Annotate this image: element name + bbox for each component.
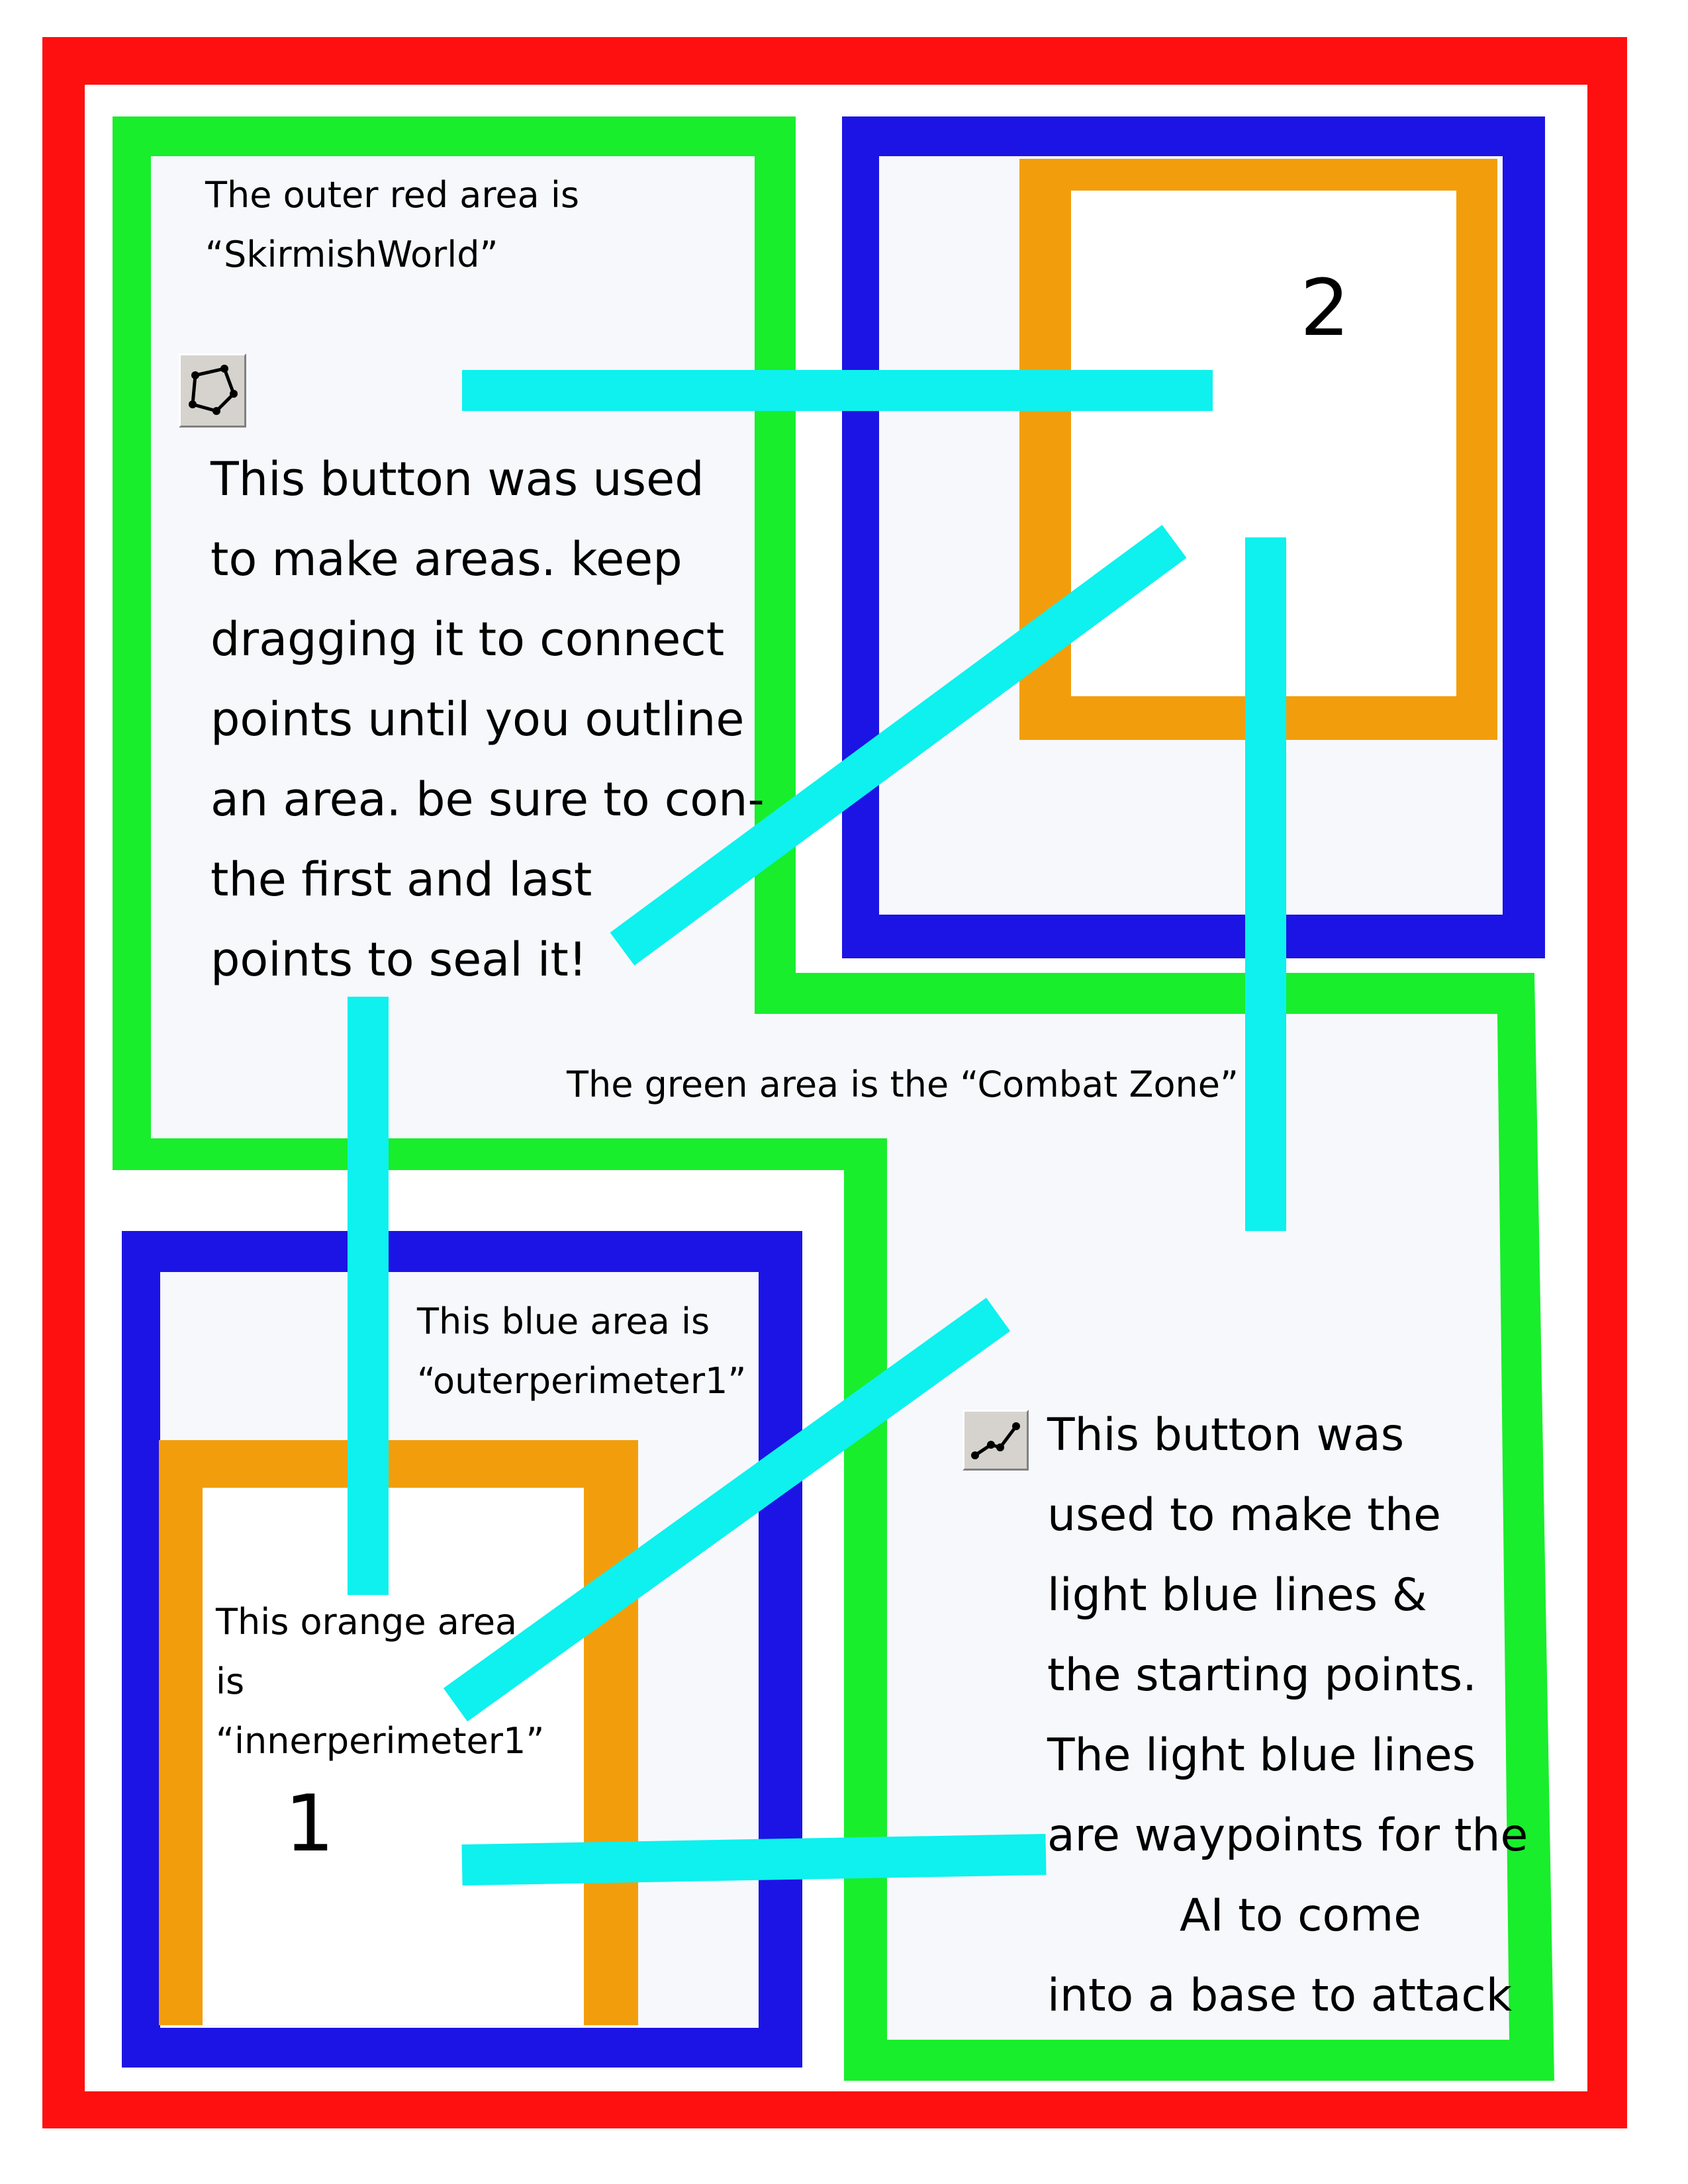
- inner-perimeter-label: [216, 1592, 544, 1771]
- base-2-number: 2: [1300, 262, 1350, 353]
- text-line: This blue area is: [417, 1300, 710, 1342]
- text-line: an area. be sure to con-: [211, 772, 765, 827]
- text-line: The outer red area is: [205, 174, 580, 216]
- text-line: is: [216, 1661, 245, 1702]
- combat-zone-label: The green area is the “Combat Zone”: [567, 1064, 1239, 1105]
- text-line: “innerperimeter1”: [216, 1720, 545, 1762]
- waypoint-line: [462, 1854, 1046, 1865]
- text-line: the first and last: [211, 852, 592, 907]
- text-line: into a base to attack: [1047, 1970, 1513, 2022]
- text-line: light blue lines &: [1047, 1569, 1427, 1621]
- text-line: points to seal it!: [211, 933, 587, 987]
- text-line: “outerperimeter1”: [417, 1360, 747, 1402]
- text-line: The light blue lines: [1047, 1729, 1476, 1782]
- base-1-number: 1: [285, 1778, 335, 1869]
- polygon-area-tool-button[interactable]: [179, 353, 246, 428]
- text-line: This button was: [1047, 1409, 1405, 1461]
- text-line: are waypoints for the: [1047, 1809, 1528, 1862]
- text-line: “SkirmishWorld”: [205, 234, 498, 275]
- polyline-tool-button[interactable]: [962, 1410, 1029, 1471]
- polygon-area-tool-icon: [181, 355, 244, 426]
- skirmish-world-label: [205, 165, 579, 285]
- text-line: used to make the: [1047, 1489, 1441, 1541]
- text-line: points until you outline: [211, 692, 745, 747]
- area-button-description: [211, 439, 765, 1000]
- text-line: the starting points.: [1047, 1649, 1477, 1702]
- text-line: AI to come: [1180, 1889, 1422, 1942]
- polyline-tool-icon: [964, 1412, 1027, 1469]
- text-line: dragging it to connect: [211, 612, 725, 666]
- text-line: to make areas. keep: [211, 532, 682, 586]
- text-line: This orange area: [216, 1601, 518, 1643]
- text-line: This button was used: [211, 452, 704, 506]
- line-button-description: [1047, 1395, 1528, 2036]
- outer-perimeter-label: [417, 1292, 746, 1411]
